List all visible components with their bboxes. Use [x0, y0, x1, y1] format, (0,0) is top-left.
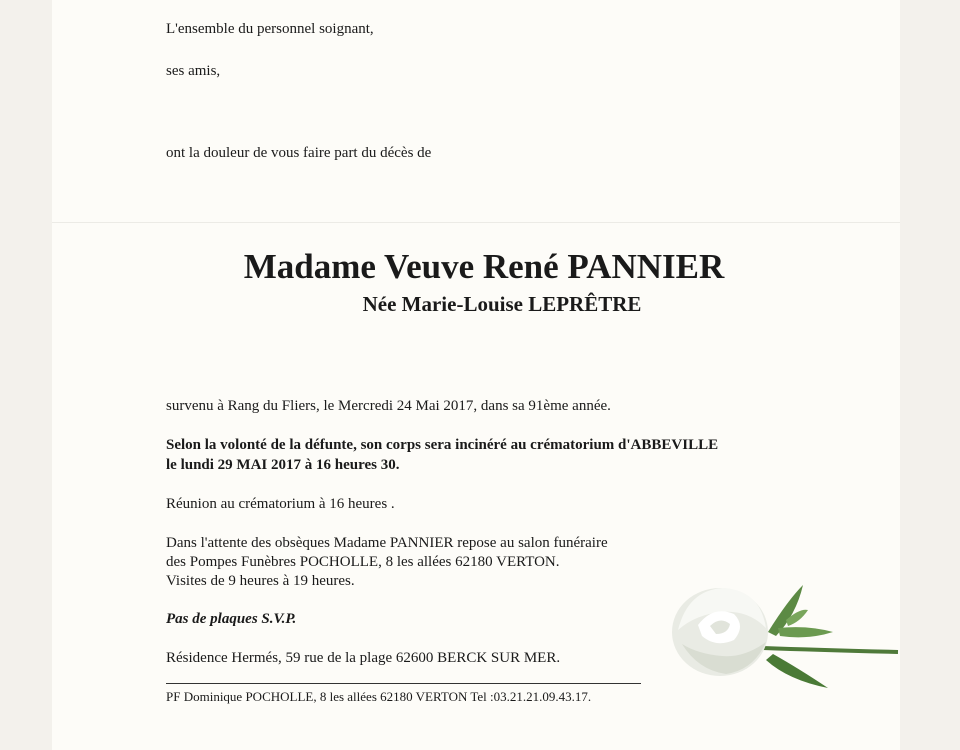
cremation-line-1: Selon la volonté de la défunte, son corps sera incinéré au crématorium d'ABBEVILLE: [166, 437, 719, 453]
no-plaques: Pas de plaques S.V.P.: [166, 611, 297, 627]
maiden-name: Née Marie-Louise LEPRÊTRE: [362, 292, 642, 316]
footer-divider: [166, 683, 641, 684]
intro-line-staff: L'ensemble du personnel soignant,: [166, 21, 374, 37]
deceased-name: Madame Veuve René PANNIER: [243, 247, 725, 286]
funeral-home-footer: PF Dominique POCHOLLE, 8 les allées 62180 VERTON Tel :03.21.21.09.43.17.: [166, 689, 592, 704]
rest-line-1: Dans l'attente des obsèques Madame PANNIER repose au salon funéraire: [166, 535, 608, 551]
cremation-line-2: le lundi 29 MAI 2017 à 16 heures 30.: [166, 457, 400, 473]
rose-stem: [763, 648, 898, 652]
white-rose-icon: [668, 570, 900, 700]
rose-leaf-middle: [778, 627, 833, 637]
fold-line: [52, 222, 900, 223]
meeting-info: Réunion au crématorium à 16 heures .: [166, 496, 395, 512]
death-info: survenu à Rang du Fliers, le Mercredi 24 Mai 2017, dans sa 91ème année.: [166, 398, 611, 414]
rose-leaf-bottom: [766, 654, 828, 688]
family-address: Résidence Hermés, 59 rue de la plage 62600 BERCK SUR MER.: [166, 650, 561, 666]
rest-line-2: des Pompes Funèbres POCHOLLE, 8 les allées 62180 VERTON.: [166, 554, 560, 570]
rest-line-3: Visites de 9 heures à 19 heures.: [166, 573, 355, 589]
intro-line-friends: ses amis,: [166, 63, 221, 79]
intro-line-announcement: ont la douleur de vous faire part du décès de: [166, 145, 432, 161]
